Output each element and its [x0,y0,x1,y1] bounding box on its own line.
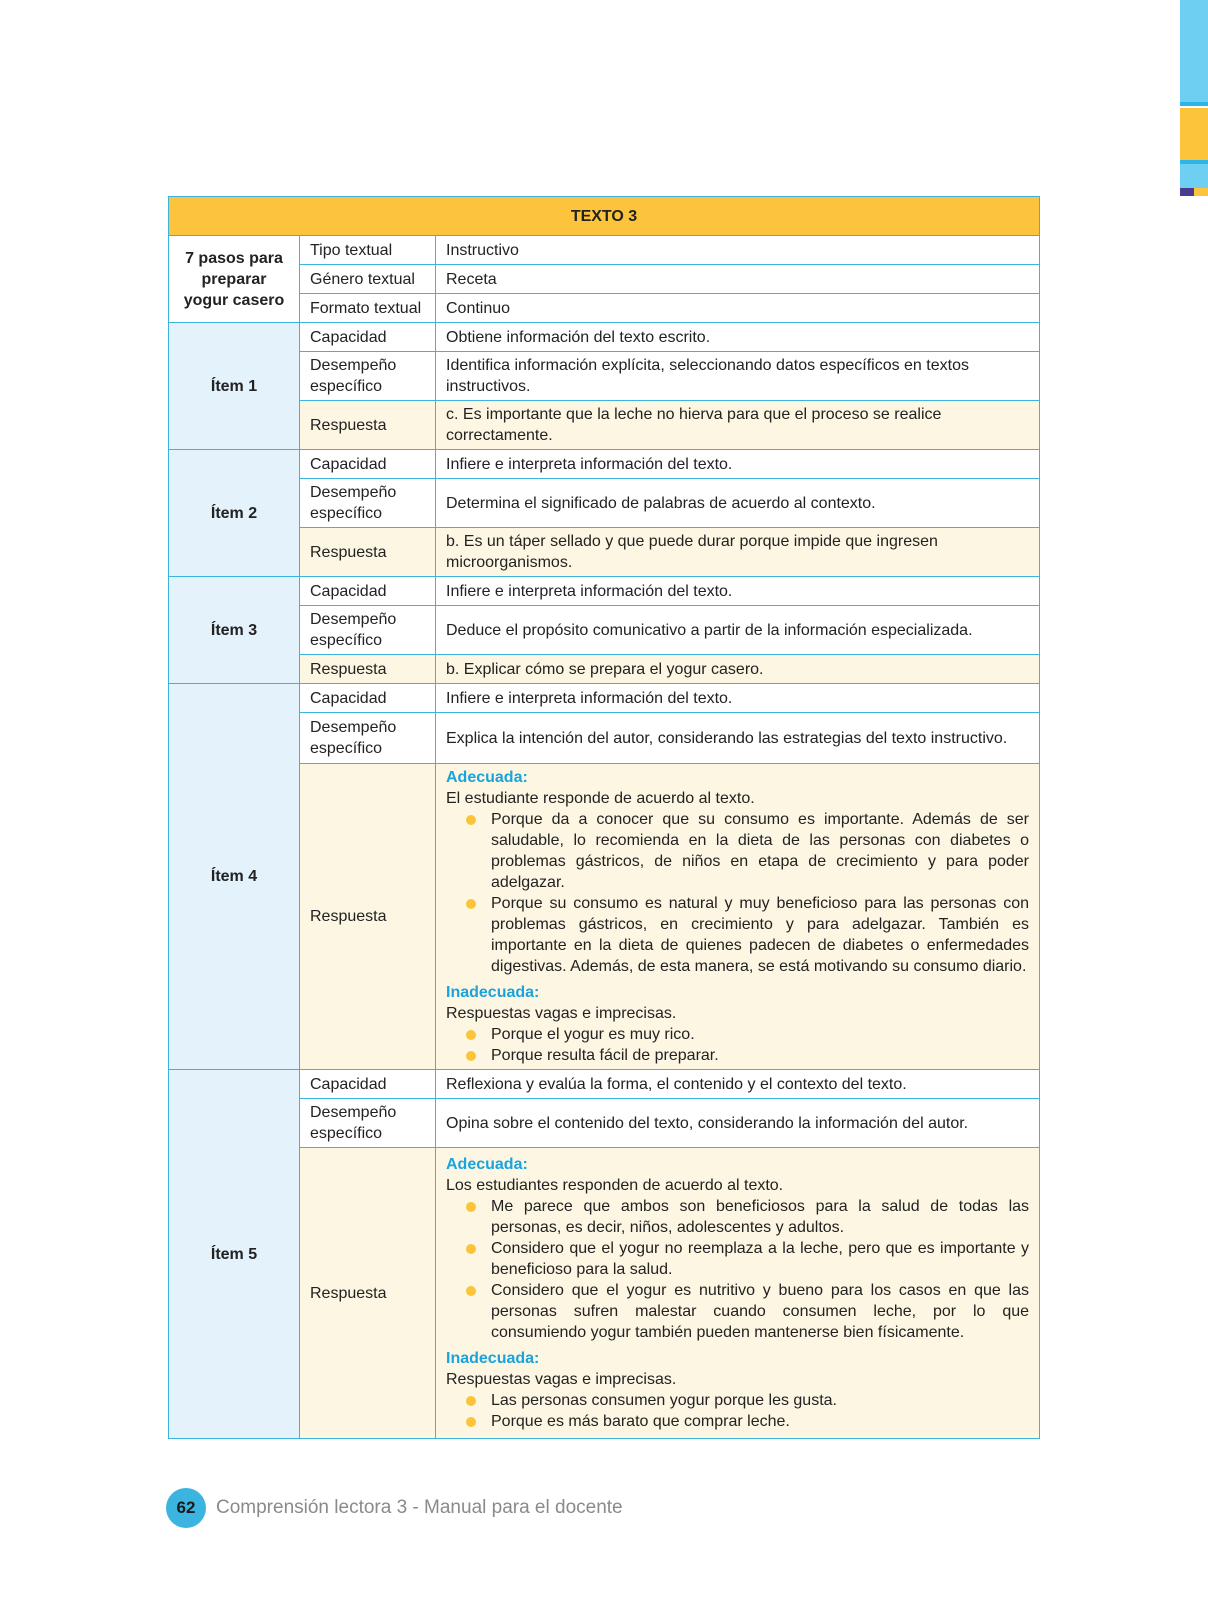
row-key: Desempeño específico [300,352,436,401]
capacidad-value: Obtiene información del texto escrito. [436,323,1040,352]
row-key: Desempeño específico [300,1099,436,1148]
table-row [169,713,1040,764]
adecuada-intro: Los estudiantes responden de acuerdo al texto. [446,1177,784,1194]
respuesta-value: b. Explicar cómo se prepara el yogur casero. [436,655,1040,684]
table-row [169,479,1040,528]
row-value: Instructivo [436,236,1040,265]
adecuada-list [446,809,1029,977]
table-row [169,236,1040,265]
capacidad-value: Infiere e interpreta información del texto. [436,684,1040,713]
table-row [169,764,1040,1070]
table-row [169,450,1040,479]
row-key: Capacidad [300,1070,436,1099]
row-key: Respuesta [300,764,436,1070]
side-tab-divider [1180,102,1208,106]
capacidad-value: Reflexiona y evalúa la forma, el contenido y el contexto del texto. [436,1070,1040,1099]
side-tab-blue [1180,0,1208,102]
page-number-badge: 62 [166,1488,206,1528]
row-key: Desempeño específico [300,606,436,655]
table-row [169,528,1040,577]
inadecuada-intro: Respuestas vagas e imprecisas. [446,1005,677,1022]
capacidad-value: Infiere e interpreta información del texto. [436,450,1040,479]
row-value: Receta [436,265,1040,294]
item-label: Ítem 4 [169,684,300,1070]
row-key: Respuesta [300,655,436,684]
row-key: Capacidad [300,684,436,713]
row-key: Capacidad [300,577,436,606]
list-item: Porque resulta fácil de preparar. [466,1045,1029,1066]
list-item: Considero que el yogur es nutritivo y bueno para los casos en que las personas sufren malestar cuando consumen leche, por lo que consumiendo yogur también pueden mantenerse bien físicamente. [466,1280,1029,1343]
table-row [169,265,1040,294]
list-item: Porque da a conocer que su consumo es importante. Además de ser saludable, lo recomienda en la dieta de las personas con diabetes o problemas gástricos, de niños en etapa de crecimiento y para poder adelgazar. [466,809,1029,893]
adecuada-list [446,1196,1029,1343]
respuesta-value: b. Es un táper sellado y que puede durar porque impide que ingresen microorganismos. [436,528,1040,577]
table-title: TEXTO 3 [169,197,1040,236]
desempeno-value: Identifica información explícita, seleccionando datos específicos en textos instructivos. [436,352,1040,401]
table-row [169,401,1040,450]
side-tab-blue [1180,164,1208,188]
row-key: Tipo textual [300,236,436,265]
item-label: Ítem 2 [169,450,300,577]
desempeno-value: Opina sobre el contenido del texto, considerando la información del autor. [436,1099,1040,1148]
inadecuada-list [446,1024,1029,1066]
item-label: Ítem 5 [169,1070,300,1439]
desempeno-value: Determina el significado de palabras de acuerdo al contexto. [436,479,1040,528]
row-key: Respuesta [300,1148,436,1439]
capacidad-value: Infiere e interpreta información del texto. [436,577,1040,606]
table-row [169,1070,1040,1099]
row-key: Formato textual [300,294,436,323]
row-key: Capacidad [300,450,436,479]
side-tab-yellow-small [1194,188,1208,196]
respuesta-value: c. Es importante que la leche no hierva para que el proceso se realice correctamente. [436,401,1040,450]
side-tab-yellow [1180,108,1208,160]
row-key: Respuesta [300,528,436,577]
footer-title: Comprensión lectora 3 - Manual para el docente [216,1497,623,1518]
table-row [169,684,1040,713]
table-row [169,1148,1040,1439]
list-item: Porque su consumo es natural y muy beneficioso para las personas con problemas gástricos, en crecimiento y para adelgazar. También es importante en la dieta de quienes padecen de diabetes o enfermedades digestivas. Además, de esta manera, se está motivando su consumo diario. [466,893,1029,977]
table-row [169,1099,1040,1148]
inadecuada-heading: Inadecuada: [446,1350,540,1367]
item-label: Ítem 1 [169,323,300,450]
desempeno-value: Explica la intención del autor, considerando las estrategias del texto instructivo. [436,713,1040,764]
inadecuada-heading: Inadecuada: [446,984,540,1001]
table-header-row [169,197,1040,236]
row-key: Desempeño específico [300,713,436,764]
row-key: Desempeño específico [300,479,436,528]
page-footer [166,1488,623,1528]
table-row [169,294,1040,323]
table-row [169,352,1040,401]
list-item: Porque es más barato que comprar leche. [466,1411,1029,1432]
table-row [169,323,1040,352]
table-row [169,577,1040,606]
table-row [169,655,1040,684]
inadecuada-intro: Respuestas vagas e imprecisas. [446,1371,677,1388]
item-label: Ítem 3 [169,577,300,684]
desempeno-value: Deduce el propósito comunicativo a partir de la información especializada. [436,606,1040,655]
respuesta-block [436,764,1040,1070]
list-item: Considero que el yogur no reemplaza a la leche, pero que es importante y beneficioso para la salud. [466,1238,1029,1280]
inadecuada-list [446,1390,1029,1432]
respuesta-block [436,1148,1040,1439]
side-tab-purple [1180,188,1194,196]
list-item: Porque el yogur es muy rico. [466,1024,1029,1045]
adecuada-heading: Adecuada: [446,769,528,786]
row-key: Respuesta [300,401,436,450]
adecuada-intro: El estudiante responde de acuerdo al texto. [446,790,755,807]
text-title-cell: 7 pasos para preparar yogur casero [169,236,300,323]
row-value: Continuo [436,294,1040,323]
list-item: Las personas consumen yogur porque les gusta. [466,1390,1029,1411]
adecuada-heading: Adecuada: [446,1156,528,1173]
row-key: Género textual [300,265,436,294]
list-item: Me parece que ambos son beneficiosos para la salud de todas las personas, es decir, niños, adolescentes y adultos. [466,1196,1029,1238]
answer-key-table [168,196,1040,1439]
table-row [169,606,1040,655]
row-key: Capacidad [300,323,436,352]
